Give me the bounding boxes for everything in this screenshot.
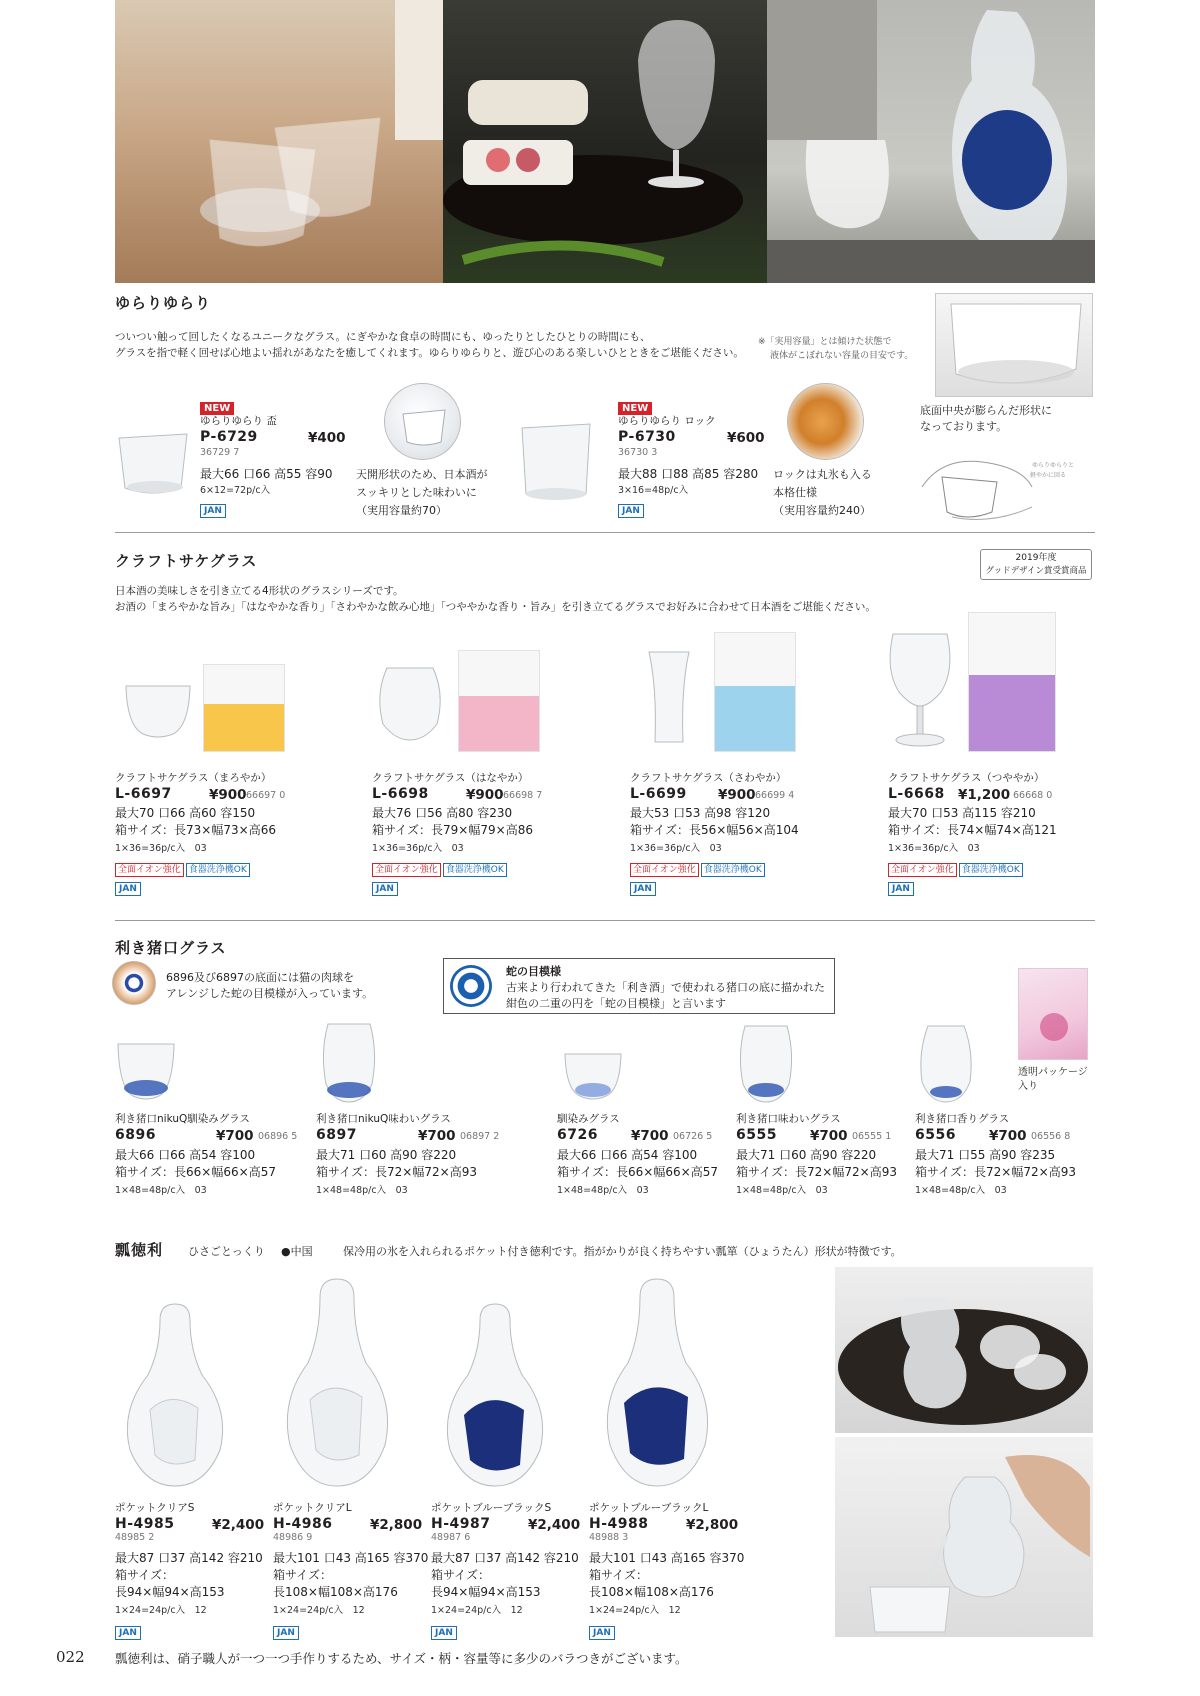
jan-code: 48985 2: [115, 1532, 155, 1543]
jan-code: 66697 0: [246, 790, 286, 801]
pack-quantity: 1×24=24p/c入 12: [115, 1605, 207, 1616]
good-design-award-badge: [980, 549, 1092, 580]
section-title-yurari: ゆらりゆらり: [115, 294, 212, 312]
product-code: L-6699: [630, 786, 687, 802]
product-code: 6556: [915, 1127, 956, 1143]
product-spec: 最大66 口66 高54 容100: [115, 1148, 256, 1162]
pack-quantity: 1×36=36p/c入 03: [115, 843, 207, 854]
ion-strengthened-tag: 全面イオン強化: [115, 863, 184, 877]
yurari-note-line1: ※「実用容量」とは傾けた状態で: [758, 337, 892, 347]
box-size: 箱サイズ：長72×幅72×高93: [316, 1165, 477, 1179]
product-price: ¥600: [727, 430, 765, 446]
yurari-bottom-closeup-photo: [935, 293, 1093, 397]
product-code: H-4988: [589, 1516, 649, 1532]
product-spec: 最大70 口66 高60 容150: [115, 806, 256, 820]
page-number: 022: [56, 1648, 85, 1666]
product-price: ¥2,800: [370, 1517, 423, 1533]
product-price: ¥700: [216, 1128, 254, 1144]
janome-icon: [450, 965, 492, 1007]
jan-code: 06555 1: [852, 1131, 892, 1142]
janome-line1: 古来より行われてきた「利き酒」で使われる猪口の底に描かれた: [506, 981, 825, 994]
product-price: ¥900: [718, 787, 756, 803]
jan-code: 48987 6: [431, 1532, 471, 1543]
product-spec: 最大76 口56 高80 容230: [372, 806, 513, 820]
craft-product-box: [458, 650, 540, 752]
nikuq-ajiwai-glass-image: [320, 1020, 378, 1104]
hero-photo-wine-glass-and-food: [443, 0, 767, 283]
product-price: ¥2,400: [212, 1517, 265, 1533]
product-spec: 最大87 口37 高142 容210: [115, 1551, 263, 1565]
yurari-note-line2: 液体がこぼれない容量の目安です。: [770, 351, 914, 361]
box-size: 長94×幅94×高153: [115, 1585, 225, 1599]
product-spec: 最大71 口60 高90 容220: [316, 1148, 457, 1162]
product-name: ポケットクリアS: [115, 1502, 195, 1514]
pack-quantity: 1×48=48p/c入 03: [115, 1185, 207, 1196]
craft-product-box: [968, 612, 1056, 752]
award-name: グッドデザイン賞受賞商品: [985, 566, 1087, 576]
section-divider: [115, 532, 1095, 533]
box-size-label: 箱サイズ：: [589, 1568, 649, 1582]
craft-sawayaka-glass-image: [645, 648, 693, 748]
product-code: L-6698: [372, 786, 429, 802]
craft-product-box: [203, 664, 285, 752]
dishwasher-ok-tag: 食器洗浄機OK: [443, 863, 507, 877]
pocket-clear-s-image: [120, 1300, 230, 1490]
product-spec: 最大101 口43 高165 容370: [589, 1551, 745, 1565]
craft-tsuyayaka-glass-image: [885, 630, 955, 750]
jan-code: 06726 5: [673, 1131, 713, 1142]
janome-info-box: [443, 958, 835, 1014]
jan-code: 48988 3: [589, 1532, 629, 1543]
box-size: 長108×幅108×高176: [273, 1585, 398, 1599]
product-price: ¥1,200: [958, 787, 1011, 803]
box-color-band: [204, 704, 284, 751]
jan-badge: JAN: [115, 1626, 141, 1640]
kiki-kaori-glass-image: [918, 1022, 974, 1104]
pack-quantity: 1×24=24p/c入 12: [431, 1605, 523, 1616]
yurari-description-line2: グラスを指で軽く回せば心地よい揺れがあなたを癒してくれます。ゆらりゆらりと、遊び心のある楽しいひとときをご堪能ください。: [115, 347, 744, 359]
janome-line2: 紺色の二重の円を「蛇の目模様」と言います: [506, 997, 726, 1010]
dishwasher-ok-tag: 食器洗浄機OK: [959, 863, 1023, 877]
product-name: クラフトサケグラス（つややか）: [888, 772, 1045, 784]
jan-badge: JAN: [372, 882, 398, 896]
product-spec: 最大70 口53 高115 容210: [888, 806, 1036, 820]
award-year: 2019年度: [1015, 553, 1057, 563]
jan-code: 66668 0: [1013, 790, 1053, 801]
product-spec: 最大88 口88 高85 容280: [618, 467, 759, 481]
janome-title: 蛇の目模様: [506, 965, 561, 978]
product-code: P-6730: [618, 429, 676, 445]
hisago-origin: ●中国: [281, 1245, 313, 1258]
product-code: 6726: [557, 1127, 598, 1143]
yurari-feature-line1: ロックは丸氷も入る: [773, 468, 872, 481]
product-name: ポケットブルーブラックS: [431, 1502, 552, 1514]
box-size: 箱サイズ：長56×幅56×高104: [630, 823, 799, 837]
pack-quantity: 1×24=24p/c入 12: [589, 1605, 681, 1616]
pack-quantity: 6×12=72p/c入: [200, 485, 271, 496]
product-name: 利き猪口nikuQ味わいグラス: [316, 1113, 451, 1125]
box-color-band: [969, 675, 1055, 751]
product-price: ¥700: [810, 1128, 848, 1144]
yurari-sakazuki-glass-image: [115, 432, 193, 498]
svg-text:ゆらりゆらりと: ゆらりゆらりと: [1032, 462, 1075, 469]
product-spec: 最大53 口53 高98 容120: [630, 806, 771, 820]
box-color-band: [715, 686, 795, 751]
yurari-description-line1: ついつい触って回したくなるユニークなグラス。にぎやかな食卓の時間にも、ゆったりとしたひとりの時間にも、: [115, 331, 651, 343]
box-size: 箱サイズ：長72×幅72×高93: [736, 1165, 897, 1179]
jan-code: 48986 9: [273, 1532, 313, 1543]
hero-photo-glasses-on-table: [115, 0, 443, 283]
new-badge: NEW: [200, 402, 234, 415]
hisago-tray-photo: [835, 1267, 1093, 1433]
pack-quantity: 1×24=24p/c入 12: [273, 1605, 365, 1616]
product-name: クラフトサケグラス（まろやか）: [115, 772, 272, 784]
nikuq-bottom-pattern-circle: [112, 961, 156, 1005]
yurari-side-caption-line2: なっております。: [920, 420, 1008, 433]
pocket-clear-l-image: [280, 1275, 395, 1490]
product-code: H-4987: [431, 1516, 491, 1532]
box-size: 箱サイズ：長66×幅66×高57: [115, 1165, 276, 1179]
pack-quantity: 1×36=36p/c入 03: [372, 843, 464, 854]
product-name: 利き猪口香りグラス: [915, 1113, 1010, 1125]
product-price: ¥700: [989, 1128, 1027, 1144]
product-price: ¥400: [308, 430, 346, 446]
jan-badge: JAN: [273, 1626, 299, 1640]
box-size-label: 箱サイズ：: [431, 1568, 491, 1582]
jan-code: 06897 2: [460, 1131, 500, 1142]
ion-strengthened-tag: 全面イオン強化: [630, 863, 699, 877]
jan-code: 36729 7: [200, 447, 240, 458]
dishwasher-ok-tag: 食器洗浄機OK: [186, 863, 250, 877]
pocket-fill: [624, 1387, 688, 1464]
product-price: ¥700: [418, 1128, 456, 1144]
box-size: 箱サイズ：長66×幅66×高57: [557, 1165, 718, 1179]
pack-quantity: 1×36=36p/c入 03: [888, 843, 980, 854]
product-spec: 最大66 口66 高54 容100: [557, 1148, 698, 1162]
box-size: 箱サイズ：長79×幅79×高86: [372, 823, 533, 837]
craft-hanayaka-glass-image: [375, 664, 445, 742]
package-caption-line2: 入り: [1018, 1081, 1038, 1092]
package-caption-line1: 透明パッケージ: [1018, 1067, 1088, 1078]
box-size: 長108×幅108×高176: [589, 1585, 714, 1599]
hisago-reading: ひさごとっくり: [188, 1245, 265, 1258]
yurari-rock-glass-image: [518, 422, 596, 504]
product-code: 6897: [316, 1127, 357, 1143]
box-size-label: 箱サイズ：: [273, 1568, 333, 1582]
hisago-pouring-photo: [835, 1437, 1093, 1637]
product-name: 利き猪口味わいグラス: [736, 1113, 841, 1125]
jan-code: 66699 4: [755, 790, 795, 801]
ion-strengthened-tag: 全面イオン強化: [888, 863, 957, 877]
yurari-feature-line3: （実用容量約70）: [356, 504, 447, 517]
svg-text:軽やかに回る: 軽やかに回る: [1030, 472, 1067, 479]
product-price: ¥700: [631, 1128, 669, 1144]
product-price: ¥900: [209, 787, 247, 803]
product-code: L-6697: [115, 786, 172, 802]
yurari-feature-line2: スッキリとした味わいに: [356, 486, 477, 499]
box-size: 箱サイズ：長72×幅72×高93: [915, 1165, 1076, 1179]
craft-description-line1: 日本酒の美味しさを引き立てる4形状のグラスシリーズです。: [115, 585, 404, 597]
product-spec: 最大101 口43 高165 容370: [273, 1551, 429, 1565]
dishwasher-ok-tag: 食器洗浄機OK: [701, 863, 765, 877]
yurari-feature-line2: 本格仕様: [773, 486, 817, 499]
transparent-package-image: [1018, 968, 1088, 1060]
craft-product-box: [714, 632, 796, 752]
yurari-feature-line1: 天開形状のため、日本酒が: [356, 468, 488, 481]
box-size: 箱サイズ：長74×幅74×高121: [888, 823, 1057, 837]
jan-code: 06896 5: [258, 1131, 298, 1142]
product-name: ポケットブルーブラックL: [589, 1502, 709, 1514]
new-badge: NEW: [618, 402, 652, 415]
yurari-rock-detail-circle: [787, 383, 864, 460]
jan-badge: JAN: [589, 1626, 615, 1640]
pack-quantity: 1×36=36p/c入 03: [630, 843, 722, 854]
pocket-blueblack-s-image: [440, 1300, 550, 1490]
product-name: クラフトサケグラス（さわやか）: [630, 772, 787, 784]
hisago-footnote: 瓢徳利は、硝子職人が一つ一つ手作りするため、サイズ・柄・容量等に多少のバラつきがございます。: [115, 1651, 688, 1666]
pack-quantity: 1×48=48p/c入 03: [736, 1185, 828, 1196]
product-code: H-4985: [115, 1516, 175, 1532]
box-size: 長94×幅94×高153: [431, 1585, 541, 1599]
jan-code: 36730 3: [618, 447, 658, 458]
product-spec: 最大66 口66 高55 容90: [200, 467, 333, 481]
product-code: H-4986: [273, 1516, 333, 1532]
kiki-intro-line1: 6896及び6897の底面には猫の肉球を: [166, 971, 354, 984]
product-code: 6555: [736, 1127, 777, 1143]
craft-marouyaka-glass-image: [123, 682, 193, 740]
product-spec: 最大71 口60 高90 容220: [736, 1148, 877, 1162]
pack-quantity: 1×48=48p/c入 03: [915, 1185, 1007, 1196]
jan-badge: JAN: [618, 504, 644, 518]
section-title-hisago: 瓢徳利: [115, 1241, 164, 1259]
box-size-label: 箱サイズ：: [115, 1568, 175, 1582]
jan-badge: JAN: [115, 882, 141, 896]
pack-quantity: 3×16=48p/c入: [618, 485, 689, 496]
product-spec: 最大87 口37 高142 容210: [431, 1551, 579, 1565]
box-color-band: [459, 696, 539, 751]
section-divider: [115, 920, 1095, 921]
box-size: 箱サイズ：長73×幅73×高66: [115, 823, 276, 837]
pocket-blueblack-l-image: [600, 1275, 715, 1490]
yurari-side-caption-line1: 底面中央が膨らんだ形状に: [920, 404, 1052, 417]
product-name: クラフトサケグラス（はなやか）: [372, 772, 529, 784]
product-name: ゆらりゆらり 盃: [200, 415, 277, 427]
jan-code: 66698 7: [503, 790, 543, 801]
product-name: ポケットクリアL: [273, 1502, 352, 1514]
product-spec: 最大71 口55 高90 容235: [915, 1148, 1056, 1162]
yurari-sakazuki-detail-circle: [384, 383, 461, 460]
yurari-rotation-sketch: [912, 447, 1097, 527]
jan-badge: JAN: [200, 504, 226, 518]
product-code: P-6729: [200, 429, 258, 445]
pack-quantity: 1×48=48p/c入 03: [557, 1185, 649, 1196]
jan-badge: JAN: [431, 1626, 457, 1640]
craft-description-line2: お酒の「まろやかな旨み」「はなやかな香り」「さわやかな飲み心地」「つややかな香り・旨み」を引き立てるグラスでお好みに合わせて日本酒をご堪能ください。: [115, 601, 876, 613]
product-price: ¥2,400: [528, 1517, 581, 1533]
section-title-craft-sake: クラフトサケグラス: [115, 552, 258, 570]
pack-quantity: 1×48=48p/c入 03: [316, 1185, 408, 1196]
product-name: ゆらりゆらり ロック: [618, 415, 716, 427]
jan-code: 06556 8: [1031, 1131, 1071, 1142]
hisago-description: 保冷用の氷を入れられるポケット付き徳利です。指がかりが良く持ちやすい瓢箪（ひょうたん）形状が特徴です。: [343, 1245, 902, 1258]
section-title-kiki-choko: 利き猪口グラス: [115, 939, 227, 957]
najimi-glass-image: [562, 1050, 624, 1102]
product-code: 6896: [115, 1127, 156, 1143]
product-name: 馴染みグラス: [557, 1113, 620, 1125]
kiki-intro-line2: アレンジした蛇の目模様が入っています。: [166, 987, 374, 1000]
product-price: ¥900: [466, 787, 504, 803]
yurari-feature-line3: （実用容量約240）: [773, 504, 871, 517]
pocket-fill: [464, 1400, 524, 1470]
jan-badge: JAN: [888, 882, 914, 896]
ion-strengthened-tag: 全面イオン強化: [372, 863, 441, 877]
product-code: L-6668: [888, 786, 945, 802]
product-price: ¥2,800: [686, 1517, 739, 1533]
nikuq-najimi-glass-image: [115, 1040, 177, 1102]
kiki-ajiwai-glass-image: [737, 1022, 795, 1104]
hero-photo-hisago-and-glass: [767, 0, 1095, 283]
product-name: 利き猪口nikuQ馴染みグラス: [115, 1113, 250, 1125]
jan-badge: JAN: [630, 882, 656, 896]
